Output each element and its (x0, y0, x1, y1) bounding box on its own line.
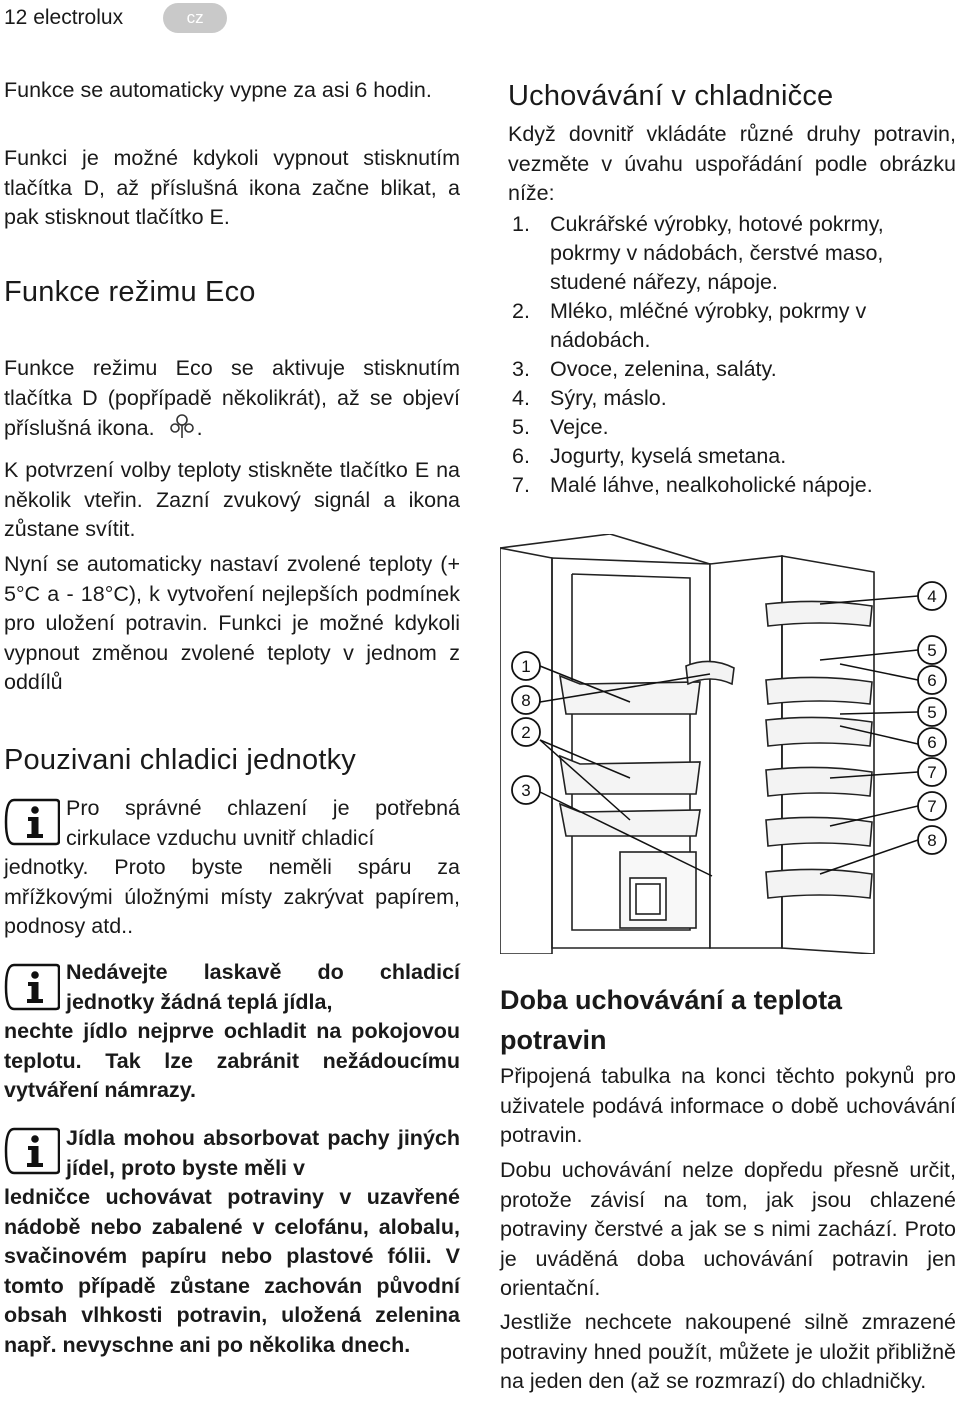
storage-intro: Když dovnitř vkládáte různé druhy potravin, vezměte v úvahu uspořádání podle obrázku níže: (508, 122, 956, 205)
info-note-airflow-rest: jednotky. Proto byste neměli spáru za mřížkovými úložnými místy zakrývat papírem, podnosy atd.. (4, 855, 460, 938)
list-number: 7. (512, 473, 530, 497)
duration-paragraph-1: Připojená tabulka na konci těchto pokynů pro uživatele podává informace o době uchovávání potravin. (500, 1064, 956, 1147)
eco-activate-end: . (196, 416, 203, 440)
info-note-warm-food-rest: nechte jídlo nejprve ochladit na pokojovou teplotu. Tak lze zabránit nežádoucímu vytváření námrazy. (4, 1019, 460, 1102)
info-note-odors-first: Jídla mohou absorbovat pachy jiných jídel, proto byste měli v (66, 1126, 460, 1180)
figure-labels-right (918, 582, 946, 854)
list-number: 2. (512, 299, 530, 323)
storage-list-item (508, 471, 956, 500)
list-text: Jogurty, kyselá smetana. (550, 444, 787, 468)
list-text: Vejce. (550, 415, 609, 439)
list-text: Mléko, mléčné výrobky, pokrmy v nádobách. (550, 299, 867, 352)
storage-heading: Uchovávání v chladničce (508, 80, 834, 112)
language-badge: cz (163, 3, 227, 33)
page-number: 12 electrolux (4, 6, 124, 29)
figure-label: 7 (927, 763, 937, 782)
storage-list-item (508, 297, 956, 355)
info-icon (4, 962, 56, 1008)
storage-duration-heading: Doba uchovávání a teplota potravin (500, 985, 843, 1055)
paragraph-eco-auto: Nyní se automaticky nastaví zvolené teploty (+ 5°C a - 18°C), k vytvoření nejlepších podmínek pro uložení potravin. Funkci je možné kdykoli vypnout změnou zvolené teploty v jednom z oddílů (4, 552, 460, 694)
list-text: Malé láhve, nealkoholické nápoje. (550, 473, 873, 497)
list-number: 5. (512, 415, 530, 439)
storage-list-item (508, 210, 956, 297)
figure-label: 7 (927, 797, 937, 816)
figure-label: 3 (521, 781, 531, 800)
list-number: 4. (512, 386, 530, 410)
figure-labels-left (512, 652, 540, 804)
storage-list-item (508, 384, 956, 413)
list-text: Sýry, máslo. (550, 386, 667, 410)
storage-list (508, 210, 956, 500)
eco-activate-text: Funkce režimu Eco se aktivuje stisknutím tlačítka D (popřípadě několikrát), až se objeví příslušná ikona. (4, 356, 460, 440)
figure-label: 2 (521, 723, 531, 742)
list-number: 6. (512, 444, 530, 468)
list-number: 3. (512, 357, 530, 381)
storage-list-item (508, 442, 956, 471)
figure-label: 5 (927, 641, 937, 660)
figure-label: 6 (927, 671, 937, 690)
info-note-airflow (4, 794, 460, 942)
usage-heading: Pouzivani chladici jednotky (4, 744, 356, 776)
duration-paragraph-3: Jestliže nechcete nakoupené silně zmrazené potraviny hned použít, můžete je uložit přibližně na jeden den (až se rozmrazí) do chladničky. (500, 1310, 956, 1393)
info-icon (4, 797, 56, 843)
list-number: 1. (512, 212, 530, 236)
info-note-warm-food (4, 958, 460, 1106)
figure-label: 4 (927, 587, 937, 606)
page-header (4, 2, 227, 34)
info-note-odors-rest: ledničce uchovávat potraviny v uzavřené nádobě nebo zabalené v celofánu, alobalu, svačinovém papíru nebo plastové fólii. V tomto případě zůstane zachován původní obsah vlhkosti potravin, uložená zelenina např. nevyschne ani po několika dnech. (4, 1185, 460, 1357)
info-note-airflow-first: Pro správné chlazení je potřebná cirkulace vzduchu uvnitř chladicí (66, 796, 460, 850)
paragraph-turn-off: Funkci je možné kdykoli vypnout stisknutím tlačítka D, až příslušná ikona začne blikat, a pak stisknout tlačítko E. (4, 146, 460, 229)
figure-label: 8 (521, 691, 531, 710)
figure-label: 5 (927, 703, 937, 722)
info-note-odors (4, 1124, 460, 1360)
list-text: Ovoce, zelenina, saláty. (550, 357, 777, 381)
paragraph-auto-off: Funkce se automaticky vypne za asi 6 hodin. (4, 78, 432, 102)
fridge-diagram (500, 534, 956, 954)
info-note-warm-food-first: Nedávejte laskavě do chladicí jednotky žádná teplá jídla, (66, 960, 460, 1014)
list-text: Cukrářské výrobky, hotové pokrmy, pokrmy v nádobách, čerstvé maso, studené nářezy, nápoje. (550, 212, 884, 294)
paragraph-eco-activate (4, 354, 460, 444)
duration-paragraph-2: Dobu uchovávání nelze dopředu přesně určit, protože závisí na tom, jak jsou chlazené potraviny čerstvé a jak se s nimi zachází. Proto je uváděná doba uchovávání potravin jen orientační. (500, 1158, 956, 1300)
eco-icon (167, 413, 197, 439)
figure-label: 8 (927, 831, 937, 850)
storage-list-item (508, 355, 956, 384)
info-icon (4, 1126, 56, 1172)
eco-heading: Funkce režimu Eco (4, 276, 256, 308)
figure-label: 1 (521, 657, 531, 676)
figure-label: 6 (927, 733, 937, 752)
storage-list-item (508, 413, 956, 442)
paragraph-eco-confirm: K potvrzení volby teploty stiskněte tlačítko E na několik vteřin. Zazní zvukový signál a ikona zůstane svítit. (4, 458, 460, 541)
